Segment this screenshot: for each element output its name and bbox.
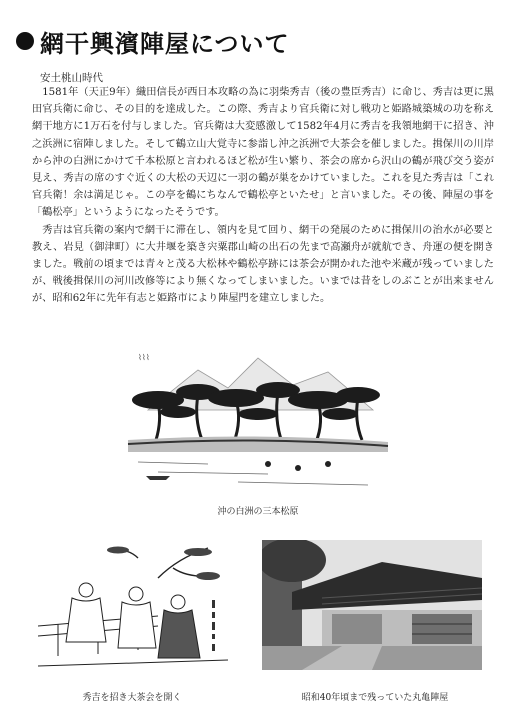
era-heading: 安土桃山時代 [40,72,103,84]
body-text [32,84,494,308]
paragraph: 秀吉は官兵衛の案内で網干に滞在し、領内を見て回り、網干の発展のために揖保川の治水が必要と教え、岩見（御津町）に大井堰を築き宍粟郡山崎の出石の先まで高瀬舟が就航でき、舟運の便を開きました。戦前の頃までは青々と茂る大松林や鶴松亭跡には茶会が開かれた池や米蔵が残っていましたが、戦後揖保川の河川改修等により無くなってしまいました。いまでは昔をしのぶことが出来ませんが、昭和62年に先年有志と姫路市により陣屋門を建立しました。 [32,224,494,305]
bullet-icon [16,32,34,50]
title-row [16,24,496,58]
old-gate-photo-icon [262,540,482,670]
paragraph: 1581年（天正9年）織田信長が西日本攻略の為に羽柴秀吉（後の豊臣秀吉）に命じ、秀吉は更に黒田官兵衛に命じ、その目的を達成した。この際、秀吉より官兵衛に対し戦功と姫路城築城の功を称え網干地方に1万石を付与しました。官兵衛は大変感激して1582年4月に秀吉を我領地網干に招き、沖之浜洲に宿陣しました。そして鶴立山大覚寺に参詣し沖之浜洲で大茶会を催しました。揖保川の川岸から沖の白洲にかけて千本松原と言われるほど松が生い繁り、茶会の席から沢山の鶴が飛び交う姿が見え、秀吉の席のすぐ近くの大松の天辺に一羽の鶴が巣をかけていました。これを見た秀吉は「これ官兵衛！余は満足じゃ。この亭を鶴にちなんで鶴松亭といたせ」と言いました。その後、陣屋の事を「鶴松亭」というようになったそうです。 [32,87,494,219]
figure-caption: 秀吉を招き大茶会を開く [82,693,182,703]
page-title: 網干興濱陣屋について [40,28,290,58]
pine-shore-illustration-icon [118,340,398,500]
figure-caption: 昭和40年頃まで残っていた丸亀陣屋 [301,693,449,703]
svg-text:⌇⌇⌇: ⌇⌇⌇ [138,353,150,362]
tea-ceremony-illustration-icon [38,538,228,683]
figure-caption: 沖の白洲の三本松原 [217,507,299,517]
